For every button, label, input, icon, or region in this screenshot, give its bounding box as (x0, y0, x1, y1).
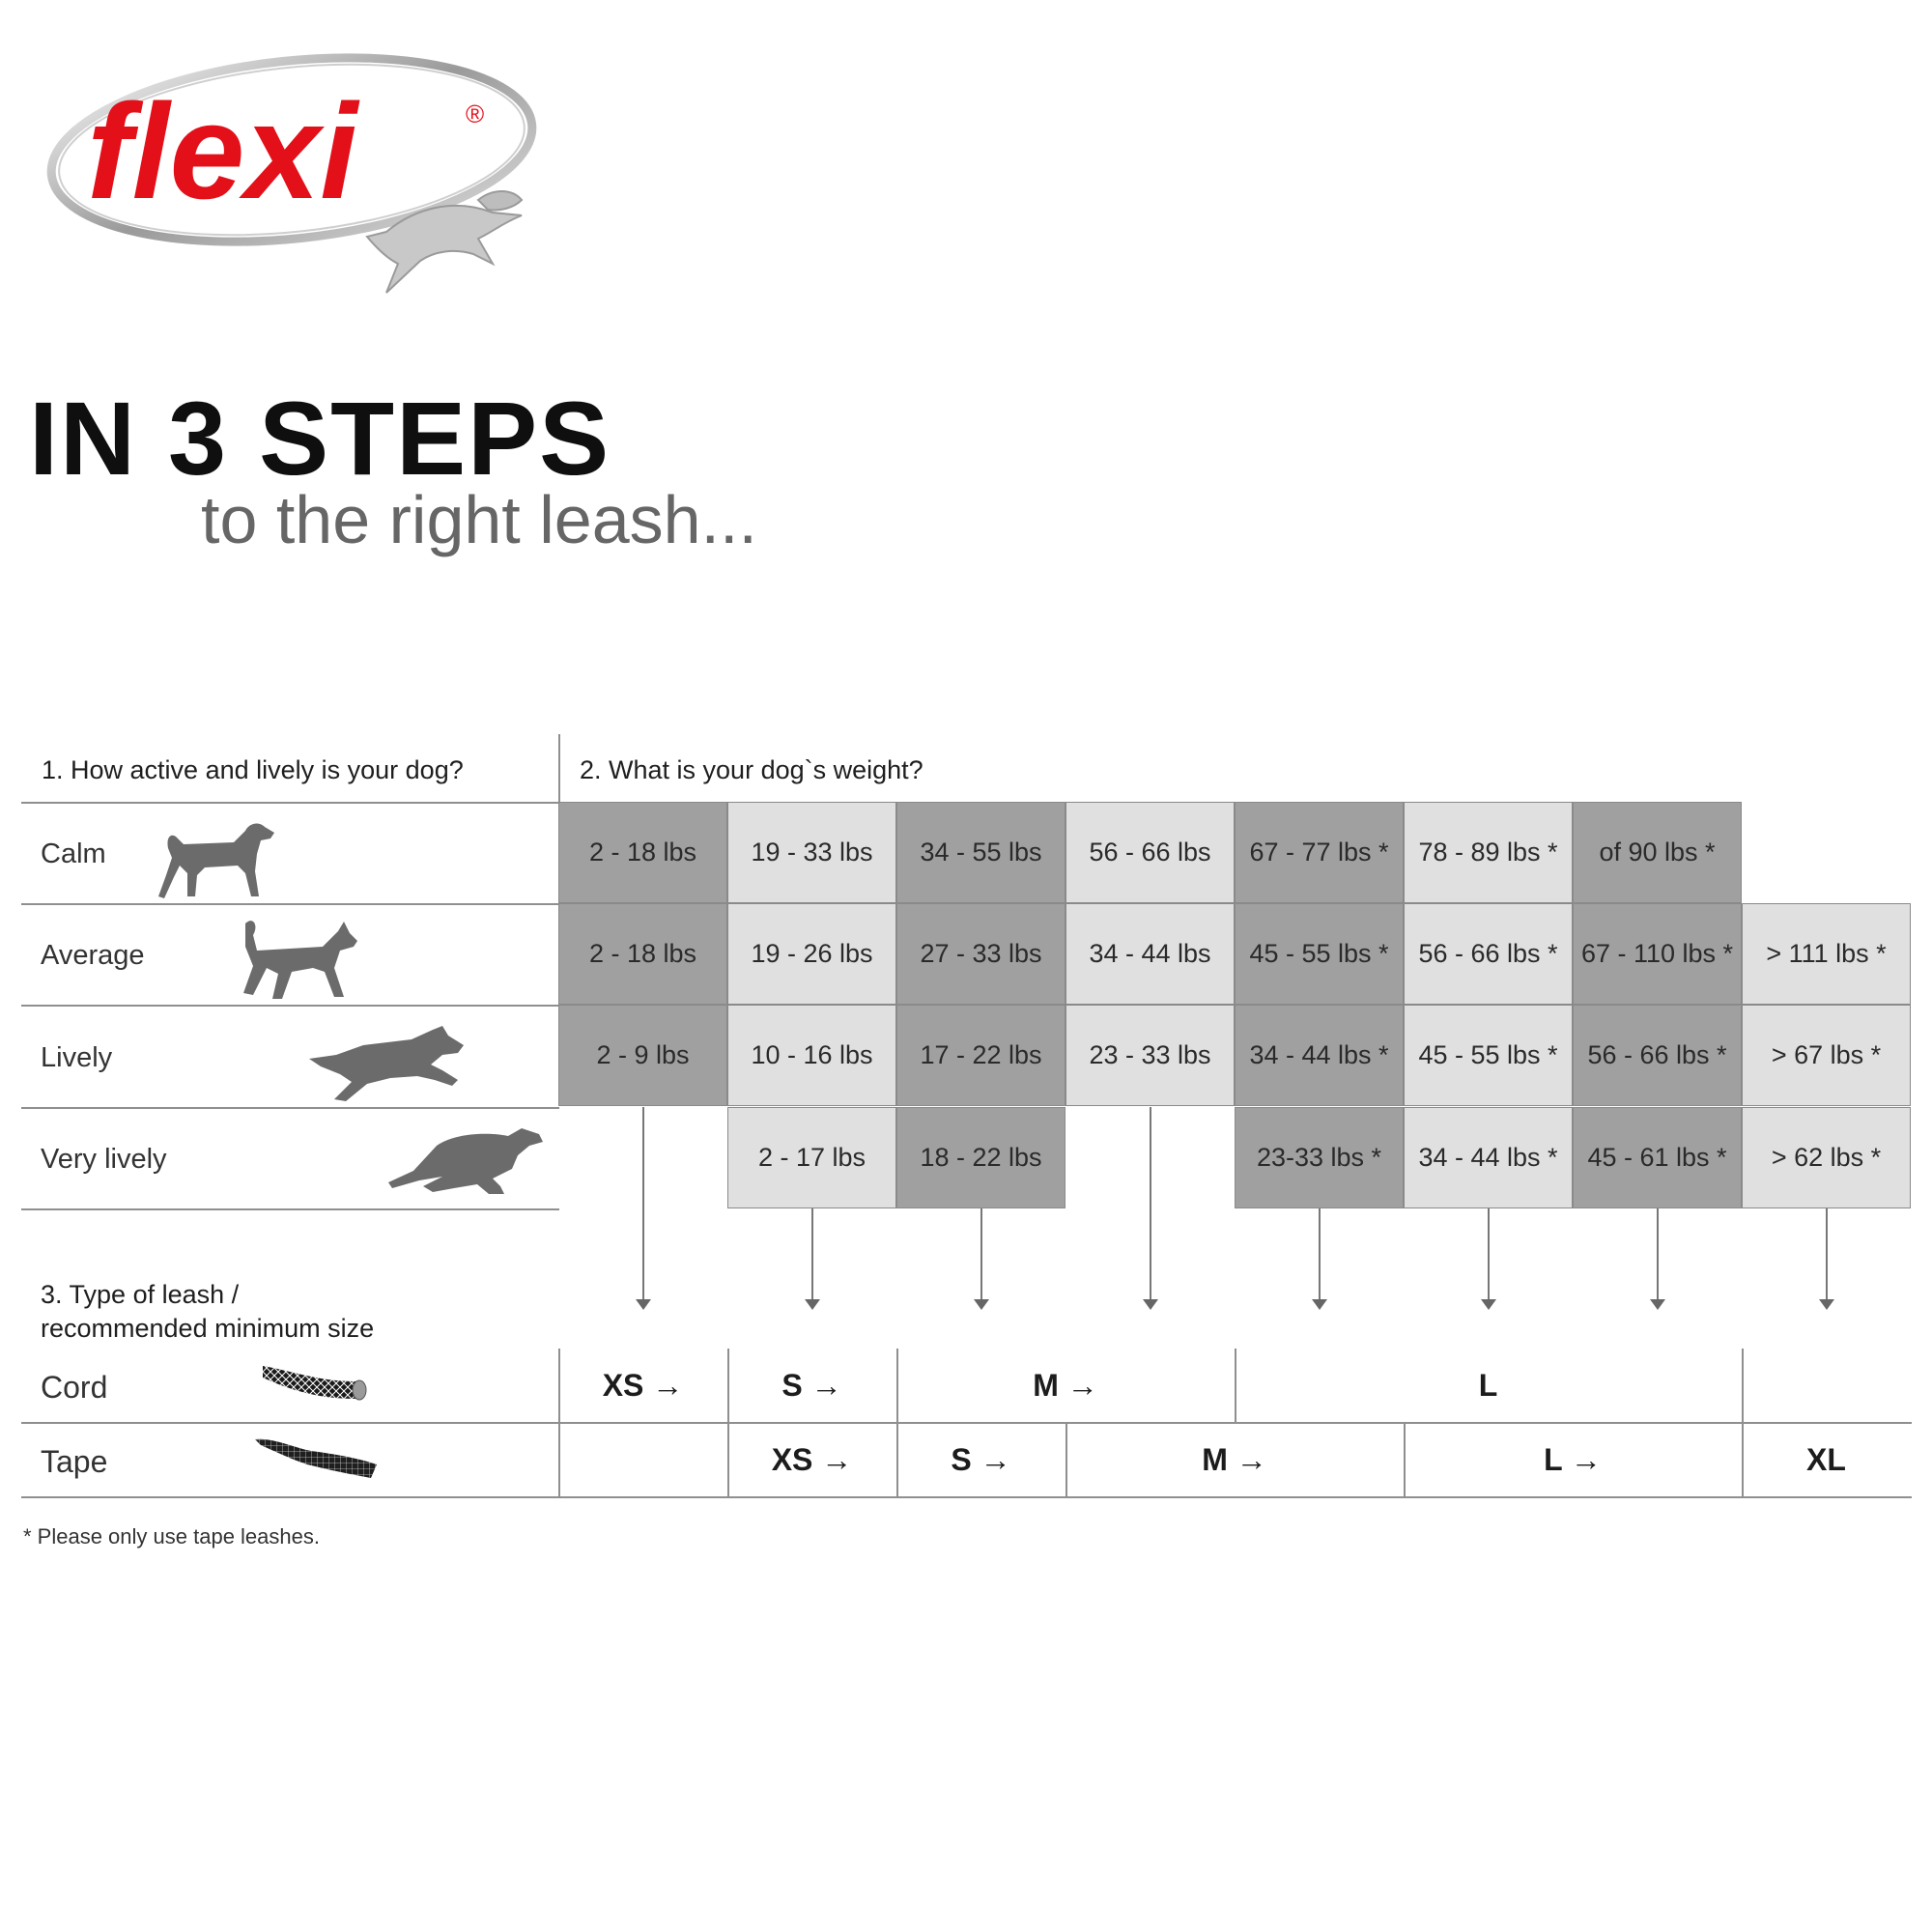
weight-cell-calm-5: 67 - 77 lbs * (1235, 802, 1404, 903)
weight-cell-average-4: 34 - 44 lbs (1065, 903, 1235, 1005)
weight-cell-very-lively-3: 23-33 lbs * (1235, 1107, 1404, 1208)
row-divider (21, 1107, 559, 1109)
flexi-logo-icon (39, 34, 560, 304)
weight-cell-average-2: 19 - 26 lbs (727, 903, 896, 1005)
row-divider (21, 903, 559, 905)
svg-text:flexi: flexi (87, 75, 358, 227)
weight-cell-very-lively-1: 2 - 17 lbs (727, 1107, 896, 1208)
running-dog-icon (307, 1024, 471, 1105)
weight-cell-calm-4: 56 - 66 lbs (1065, 802, 1235, 903)
leash-row-divider (21, 1496, 1912, 1498)
weight-cell-calm-3: 34 - 55 lbs (896, 802, 1065, 903)
cord-size-xs: XS → (602, 1367, 684, 1403)
weight-cell-very-lively-6: > 62 lbs * (1742, 1107, 1911, 1208)
down-arrow-icon (1826, 1208, 1828, 1300)
row-divider (21, 802, 559, 804)
tape-leash-icon (253, 1434, 381, 1484)
activity-label-average: Average (41, 940, 145, 971)
cord-size-s: S → (781, 1367, 842, 1403)
weight-cell-calm-6: 78 - 89 lbs * (1404, 802, 1573, 903)
weight-cell-very-lively-4: 34 - 44 lbs * (1404, 1107, 1573, 1208)
weight-cell-average-8: > 111 lbs * (1742, 903, 1911, 1005)
row-divider (21, 1208, 559, 1210)
weight-cell-lively-2: 10 - 16 lbs (727, 1005, 896, 1106)
tape-size-xs: XS → (771, 1441, 853, 1477)
down-arrow-icon (980, 1208, 982, 1300)
tape-size-m: M → (1202, 1441, 1267, 1477)
weight-cell-lively-8: > 67 lbs * (1742, 1005, 1911, 1106)
cord-size-m: M → (1033, 1367, 1098, 1403)
weight-cell-average-1: 2 - 18 lbs (558, 903, 727, 1005)
row-divider (21, 1005, 559, 1007)
weight-cell-lively-1: 2 - 9 lbs (558, 1005, 727, 1106)
weight-cell-lively-5: 34 - 44 lbs * (1235, 1005, 1404, 1106)
svg-text:®: ® (466, 99, 485, 128)
page-subtitle: to the right leash... (201, 482, 757, 557)
weight-cell-average-3: 27 - 33 lbs (896, 903, 1065, 1005)
cord-leash-icon (259, 1360, 371, 1408)
tape-size-xl: XL (1806, 1441, 1846, 1477)
weight-cell-lively-4: 23 - 33 lbs (1065, 1005, 1235, 1106)
footnote: * Please only use tape leashes. (23, 1524, 320, 1548)
down-arrow-icon (811, 1208, 813, 1300)
weight-cell-average-5: 45 - 55 lbs * (1235, 903, 1404, 1005)
tape-size-s: S → (951, 1441, 1011, 1477)
weight-cell-calm-1: 2 - 18 lbs (558, 802, 727, 903)
down-arrow-icon (1319, 1208, 1321, 1300)
activity-label-lively: Lively (41, 1042, 113, 1073)
step2-question: 2. What is your dog`s weight? (580, 755, 923, 784)
weight-cell-lively-7: 56 - 66 lbs * (1573, 1005, 1742, 1106)
calm-dog-icon (156, 819, 282, 902)
activity-label-very-lively: Very lively (41, 1144, 167, 1175)
activity-label-calm: Calm (41, 838, 106, 869)
leash-label-cord: Cord (41, 1370, 108, 1405)
leash-label-tape: Tape (41, 1444, 108, 1479)
cord-size-l: L (1478, 1367, 1498, 1403)
weight-cell-lively-6: 45 - 55 lbs * (1404, 1005, 1573, 1106)
weight-cell-very-lively-2: 18 - 22 lbs (896, 1107, 1065, 1208)
weight-cell-calm-2: 19 - 33 lbs (727, 802, 896, 903)
weight-cell-very-lively-5: 45 - 61 lbs * (1573, 1107, 1742, 1208)
weight-cell-average-7: 67 - 110 lbs * (1573, 903, 1742, 1005)
tape-size-l: L → (1544, 1441, 1602, 1477)
down-arrow-icon (1150, 1107, 1151, 1300)
weight-cell-calm-7: of 90 lbs * (1573, 802, 1742, 903)
weight-cell-lively-3: 17 - 22 lbs (896, 1005, 1065, 1106)
down-arrow-icon (1488, 1208, 1490, 1300)
down-arrow-icon (642, 1107, 644, 1300)
step1-question: 1. How active and lively is your dog? (42, 755, 464, 784)
step3-question-line1: 3. Type of leash / (41, 1280, 240, 1309)
sprinting-dog-icon (384, 1124, 545, 1198)
down-arrow-icon (1657, 1208, 1659, 1300)
flexi-logo (39, 34, 560, 304)
walking-dog-icon (232, 912, 362, 1005)
step3-question-line2: recommended minimum size (41, 1314, 375, 1343)
page-title: IN 3 STEPS (29, 380, 611, 497)
weight-cell-average-6: 56 - 66 lbs * (1404, 903, 1573, 1005)
